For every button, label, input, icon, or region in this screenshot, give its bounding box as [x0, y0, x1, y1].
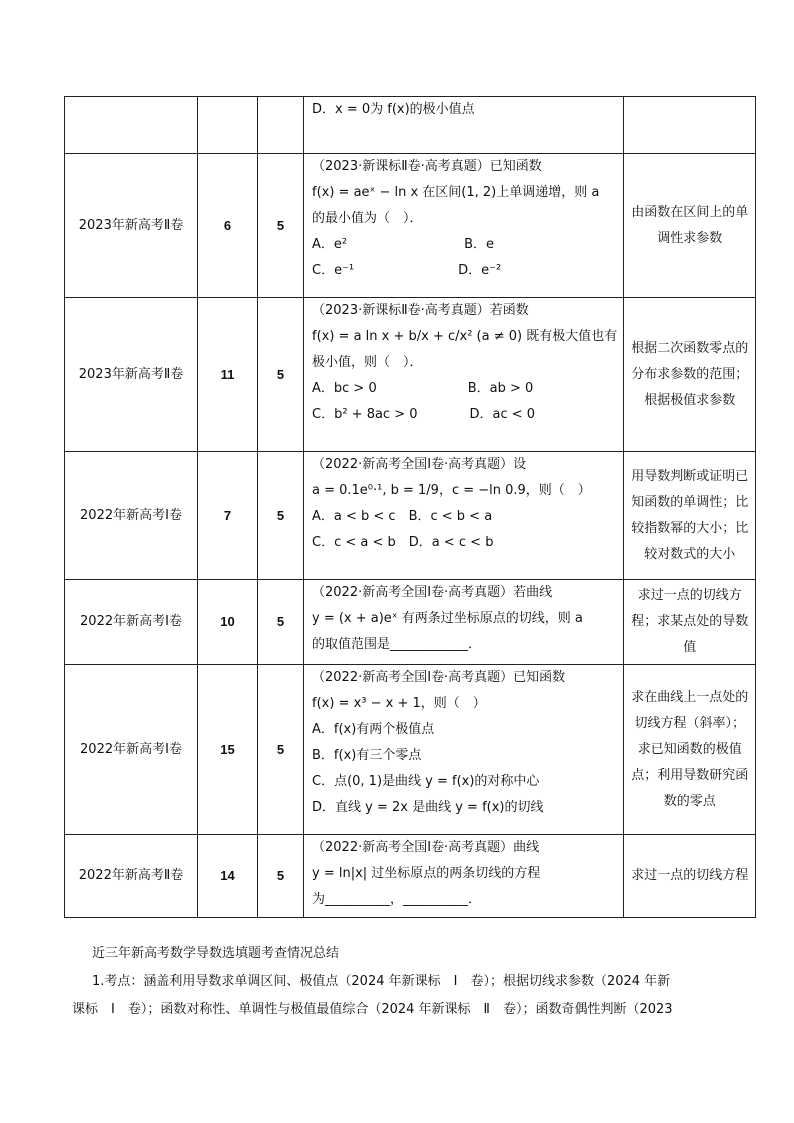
question-line: 为__________，__________． [312, 892, 482, 907]
question-number-cell: 14 [198, 835, 258, 918]
knowledge-point-cell: 根据二次函数零点的分布求参数的范围；根据极值求参数 [624, 298, 756, 452]
question-line: （2023·新课标Ⅱ卷·高考真题）已知函数 [312, 159, 542, 174]
table-row [65, 154, 756, 298]
score-cell: 5 [258, 835, 304, 918]
question-line: （2022·新高考全国Ⅰ卷·高考真题）已知函数 [312, 670, 566, 685]
question-line: f(x) = x³ − x + 1，则（ ） [312, 696, 486, 711]
summary-section [72, 940, 722, 1024]
question-line: C．c < a < b D．a < c < b [312, 535, 494, 550]
exam-cell: 2022年新高考Ⅱ卷 [65, 835, 198, 918]
knowledge-point-cell: 求过一点的切线方程；求某点处的导数值 [624, 580, 756, 665]
question-number-cell: 7 [198, 452, 258, 580]
question-line: C．e⁻¹ D．e⁻² [312, 263, 502, 278]
question-line: （2023·新课标Ⅱ卷·高考真题）若函数 [312, 303, 529, 318]
question-line: A．bc > 0 B．ab > 0 [312, 381, 534, 396]
summary-line-1: 1.考点：涵盖利用导数求单调区间、极值点（2024 年新课标 Ⅰ 卷）；根据切线求参数（2024 年新 [92, 974, 671, 989]
exam-cell: 2023年新高考Ⅱ卷 [65, 298, 198, 452]
question-line: 极小值，则（ ）． [312, 355, 423, 370]
question-line: a = 0.1e⁰·¹, b = 1/9，c = −ln 0.9，则（ ） [312, 483, 591, 498]
question-line: （2022·新高考全国Ⅰ卷·高考真题）若曲线 [312, 585, 553, 600]
question-number-cell: 10 [198, 580, 258, 665]
score-cell [258, 97, 304, 154]
question-cell [304, 665, 624, 835]
summary-heading: 近三年新高考数学导数选填题考查情况总结 [92, 946, 340, 961]
question-cell [304, 154, 624, 298]
knowledge-point-cell: 由函数在区间上的单调性求参数 [624, 154, 756, 298]
question-line: y = ln|x| 过坐标原点的两条切线的方程 [312, 866, 541, 881]
question-cell [304, 452, 624, 580]
knowledge-point-cell: 求过一点的切线方程 [624, 835, 756, 918]
knowledge-point-cell: 求在曲线上一点处的切线方程（斜率）；求已知函数的极值点；利用导数研究函数的零点 [624, 665, 756, 835]
summary-line-2: 课标 Ⅰ 卷）；函数对称性、单调性与极值最值综合（2024 年新课标 Ⅱ 卷）；函数奇偶性判断（2023 [72, 1002, 673, 1017]
question-line: f(x) = a ln x + b/x + c/x² (a ≠ 0) 既有极大值也有 [312, 329, 618, 344]
question-line: D．直线 y = 2x 是曲线 y = f(x)的切线 [312, 800, 544, 815]
question-cell [304, 97, 624, 154]
question-line: B．f(x)有三个零点 [312, 748, 422, 763]
score-cell: 5 [258, 452, 304, 580]
question-line: y = (x + a)eˣ 有两条过坐标原点的切线，则 a [312, 611, 583, 626]
question-line: A．a < b < c B．c < b < a [312, 509, 493, 524]
question-line: f(x) = aeˣ − ln x 在区间(1, 2)上单调递增，则 a [312, 185, 600, 200]
question-line: （2022·新高考全国Ⅰ卷·高考真题）曲线 [312, 840, 540, 855]
question-number-cell: 15 [198, 665, 258, 835]
score-cell: 5 [258, 298, 304, 452]
question-number-cell: 6 [198, 154, 258, 298]
question-number-cell [198, 97, 258, 154]
table-row [65, 97, 756, 154]
question-number-cell: 11 [198, 298, 258, 452]
exam-question-table [64, 96, 756, 918]
knowledge-point-cell [624, 97, 756, 154]
exam-cell: 2022年新高考Ⅰ卷 [65, 452, 198, 580]
question-cell [304, 835, 624, 918]
score-cell: 5 [258, 154, 304, 298]
table-row [65, 665, 756, 835]
table-row [65, 835, 756, 918]
table-row [65, 580, 756, 665]
exam-cell: 2023年新高考Ⅱ卷 [65, 154, 198, 298]
exam-cell: 2022年新高考Ⅰ卷 [65, 580, 198, 665]
question-line: 的最小值为（ ）． [312, 211, 423, 226]
question-line: C．b² + 8ac > 0 D．ac < 0 [312, 407, 536, 422]
question-line: 的取值范围是____________． [312, 637, 482, 652]
question-line: A．f(x)有两个极值点 [312, 722, 435, 737]
question-line: C．点(0, 1)是曲线 y = f(x)的对称中心 [312, 774, 540, 789]
question-line: D．x = 0为 f(x)的极小值点 [312, 102, 475, 117]
question-line: A．e² B．e [312, 237, 495, 252]
table-row [65, 452, 756, 580]
score-cell: 5 [258, 665, 304, 835]
question-cell [304, 298, 624, 452]
exam-cell: 2022年新高考Ⅰ卷 [65, 665, 198, 835]
score-cell: 5 [258, 580, 304, 665]
table-row [65, 298, 756, 452]
question-line: （2022·新高考全国Ⅰ卷·高考真题）设 [312, 457, 527, 472]
question-cell [304, 580, 624, 665]
knowledge-point-cell: 用导数判断或证明已知函数的单调性；比较指数幂的大小；比较对数式的大小 [624, 452, 756, 580]
exam-cell [65, 97, 198, 154]
